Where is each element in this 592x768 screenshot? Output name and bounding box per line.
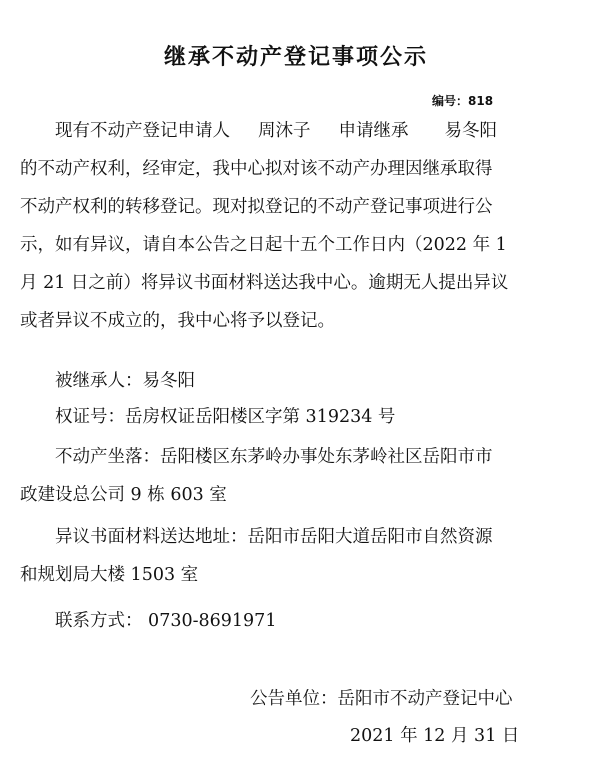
body-line-1 [20, 112, 576, 150]
issuing-unit: 公告单位：岳阳市不动产登记中心 [250, 689, 513, 709]
decedent-name: 易冬阳 [444, 121, 497, 141]
issue-date: 2021 年 12 月 31 日 [350, 726, 520, 746]
objection-address-line-2: 和规划局大楼 1503 室 [20, 565, 199, 585]
document-number: 编号：818 [432, 94, 494, 108]
contact-field [20, 602, 576, 640]
certificate-text: 权证号：岳房权证岳阳楼区字第 319234 号 [55, 407, 396, 427]
location-line-1: 不动产坐落：岳阳楼区东茅岭办事处东茅岭社区岳阳市市 [55, 447, 493, 467]
applicant-prefix: 现有不动产登记申请人 [55, 121, 230, 141]
body-line-5: 月 21 日之前）将异议书面材料送达我中心。逾期无人提出异议 [20, 273, 509, 293]
notice-body [20, 112, 576, 340]
body-line-2: 的不动产权利，经审定，我中心拟对该不动产办理因继承取得 [20, 159, 493, 179]
certificate-field [20, 398, 576, 436]
body-line-6: 或者异议不成立的，我中心将予以登记。 [20, 311, 335, 331]
location-line-2: 政建设总公司 9 栋 603 室 [20, 485, 227, 505]
contact-text: 联系方式： 0730-8691971 [55, 611, 277, 631]
apply-inherit-text: 申请继承 [338, 121, 409, 141]
objection-address-line-1: 异议书面材料送达地址：岳阳市岳阳大道岳阳市自然资源 [55, 527, 493, 547]
applicant-name: 周沐子 [258, 121, 311, 141]
objection-address-field [20, 518, 576, 594]
location-field [20, 438, 576, 514]
body-line-3: 不动产权利的转移登记。现对拟登记的不动产登记事项进行公 [20, 197, 493, 217]
body-line-4: 示，如有异议，请自本公告之日起十五个工作日内（2022 年 1 [20, 235, 507, 255]
notice-title: 继承不动产登记事项公示 [163, 45, 428, 70]
decedent-field [20, 362, 576, 400]
decedent-text: 被继承人：易冬阳 [55, 371, 195, 391]
